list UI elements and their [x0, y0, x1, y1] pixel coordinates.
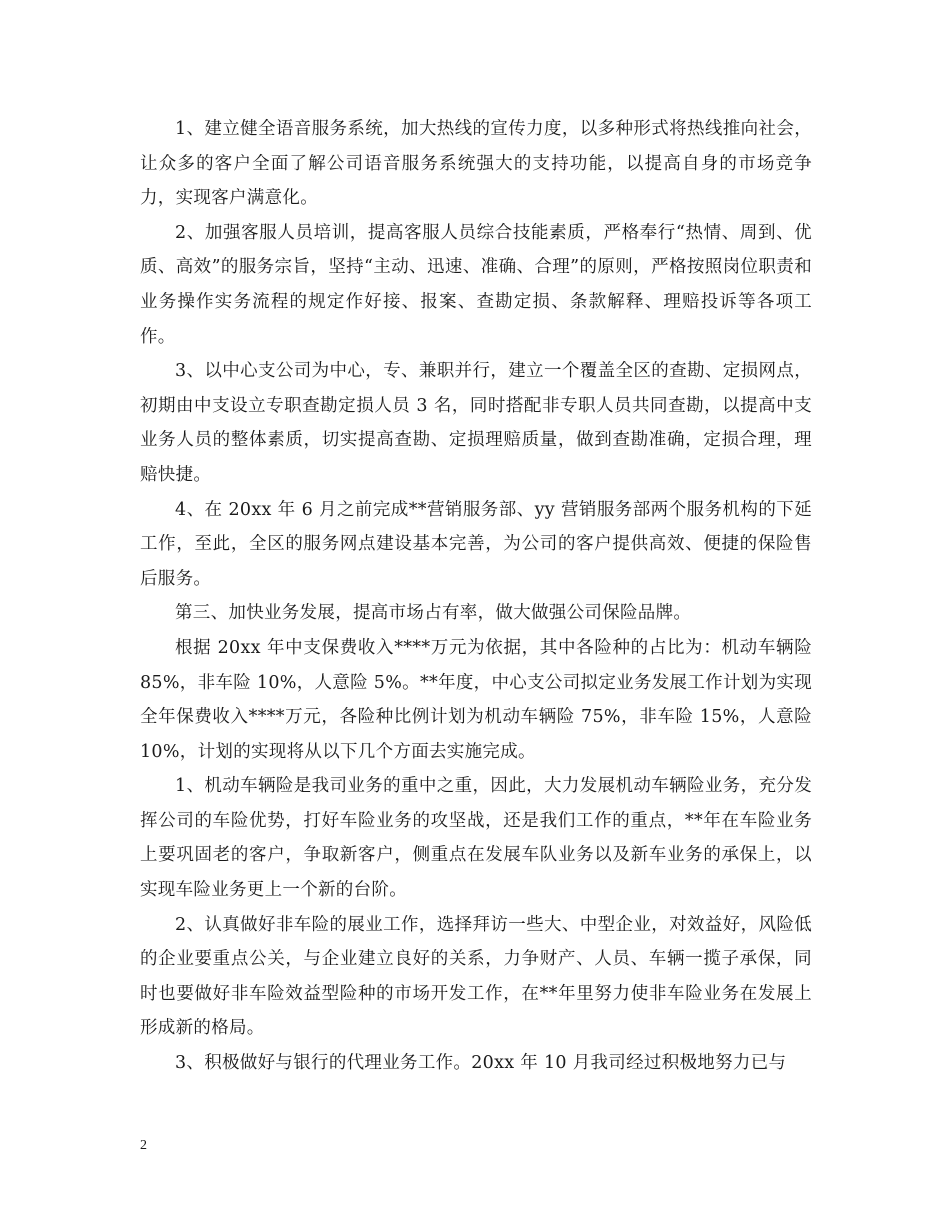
paragraph-4: 4、在 20xx 年 6 月之前完成**营销服务部、yy 营销服务部两个服务机构的下延工作，至此，全区的服务网点建设基本完善，为公司的客户提供高效、便捷的保险售后服务。 — [140, 499, 812, 589]
paragraph-1: 1、建立健全语音服务系统，加大热线的宣传力度，以多种形式将热线推向社会，让众多的客户全面了解公司语音服务系统强大的支持功能，以提高自身的市场竞争力，实现客户满意化。 — [140, 119, 812, 209]
paragraph-6: 根据 20xx 年中支保费收入****万元为依据，其中各险种的占比为：机动车辆险 85%，非车险 10%，人意险 5%。**年度，中心支公司拟定业务发展工作计划为实现全年保费收入****万元，各险种比例计划为机动车辆险 75%，非车险 15%，人意险 10%，计划的实现将从以下几个方面去实施完成。 — [140, 637, 812, 762]
document-body — [140, 112, 812, 1081]
paragraph-8: 2、认真做好非车险的展业工作，选择拜访一些大、中型企业，对效益好，风险低的企业要重点公关，与企业建立良好的关系，力争财产、人员、车辆一揽子承保，同时也要做好非车险效益型险种的市场开发工作，在**年里努力使非车险业务在发展上形成新的格局。 — [140, 914, 812, 1039]
paragraph-9: 3、积极做好与银行的代理业务工作。20xx 年 10 月我司经过积极地努力已与 — [175, 1053, 787, 1074]
paragraph-7: 1、机动车辆险是我司业务的重中之重，因此，大力发展机动车辆险业务，充分发挥公司的车险优势，打好车险业务的攻坚战，还是我们工作的重点，**年在车险业务上要巩固老的客户，争取新客户，侧重点在发展车队业务以及新车业务的承保上，以实现车险业务更上一个新的台阶。 — [140, 776, 812, 901]
section-heading: 第三、加快业务发展，提高市场占有率，做大做强公司保险品牌。 — [175, 603, 692, 624]
page-number: 2 — [140, 1138, 147, 1153]
paragraph-3: 3、以中心支公司为中心，专、兼职并行，建立一个覆盖全区的查勘、定损网点，初期由中支设立专职查勘定损人员 3 名，同时搭配非专职人员共同查勘，以提高中支业务人员的整体素质，切实提高查勘、定损理赔质量，做到查勘准确，定损合理，理赔快捷。 — [140, 361, 812, 485]
paragraph-2: 2、加强客服人员培训，提高客服人员综合技能素质，严格奉行“热情、周到、优质、高效”的服务宗旨，坚持“主动、迅速、准确、合理”的原则，严格按照岗位职责和业务操作实务流程的规定作好接、报案、查勘定损、条款解释、理赔投诉等各项工作。 — [140, 222, 812, 347]
